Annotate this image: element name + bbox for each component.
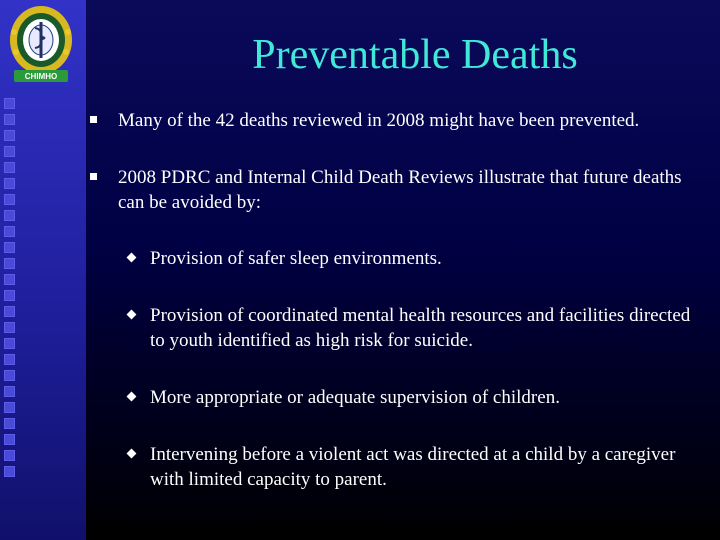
- decorative-squares: [4, 98, 18, 482]
- diamond-bullet-icon: [127, 449, 137, 459]
- bullet-item: [90, 108, 690, 133]
- coroner-emblem-logo: [4, 2, 78, 88]
- bullet-item: [90, 165, 690, 215]
- sub-bullet-text: More appropriate or adequate supervision of children.: [150, 387, 560, 408]
- sidebar: [0, 0, 86, 540]
- diamond-bullet-icon: [127, 392, 137, 402]
- sub-bullet-item: [126, 303, 706, 353]
- square-bullet-icon: [90, 116, 97, 123]
- sub-bullet-text: Provision of coordinated mental health resources and facilities directed to youth identified as high risk for suicide.: [150, 305, 691, 351]
- slide-title: Preventable Deaths: [252, 32, 578, 78]
- sub-bullet-item: [126, 385, 706, 410]
- diamond-bullet-icon: [127, 310, 137, 320]
- sub-bullet-item: [126, 246, 706, 271]
- sub-bullet-item: [126, 442, 706, 492]
- sub-bullet-text: Provision of safer sleep environments.: [150, 248, 442, 269]
- bullet-text: 2008 PDRC and Internal Child Death Reviews illustrate that future deaths can be avoided by:: [118, 167, 682, 213]
- diamond-bullet-icon: [127, 253, 137, 263]
- bullet-text: Many of the 42 deaths reviewed in 2008 might have been prevented.: [118, 110, 640, 131]
- logo-ribbon-text: CHIMHO: [24, 72, 58, 81]
- square-bullet-icon: [90, 173, 97, 180]
- sub-bullet-text: Intervening before a violent act was directed at a child by a caregiver with limited capacity to parent.: [150, 444, 676, 490]
